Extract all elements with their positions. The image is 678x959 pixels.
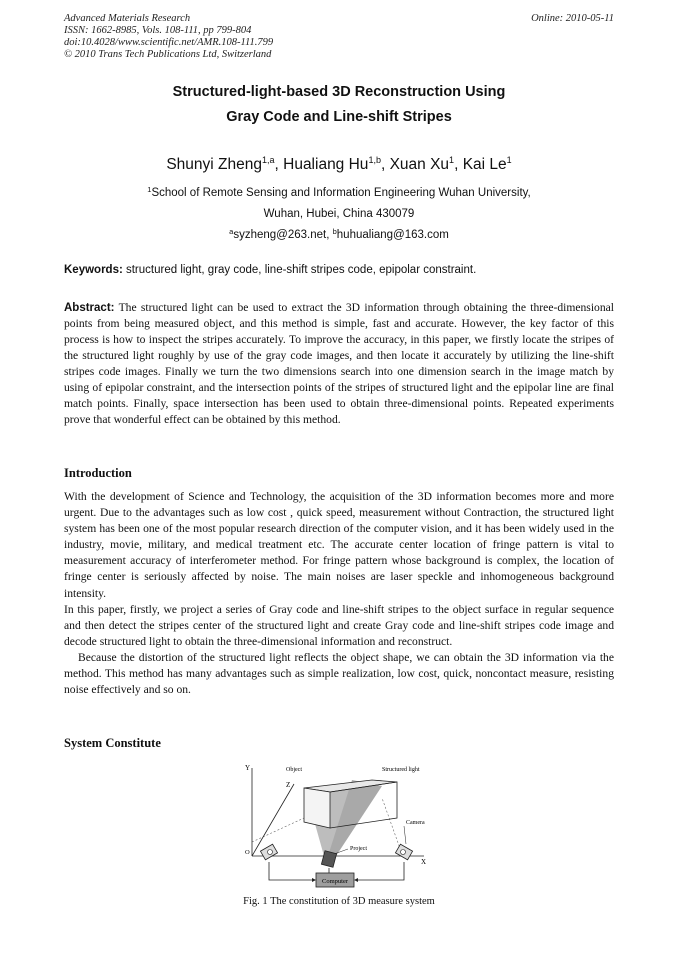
title-line-1: Structured-light-based 3D Reconstruction Using bbox=[172, 84, 506, 100]
journal-name: Advanced Materials Research bbox=[64, 13, 191, 24]
paper-title bbox=[64, 80, 614, 130]
x-axis-label: X bbox=[421, 858, 427, 866]
doi-line: doi:10.4028/www.scientific.net/AMR.108-111.799 bbox=[64, 37, 274, 48]
email-line bbox=[64, 225, 614, 246]
camera-pointer bbox=[404, 826, 406, 844]
camera-right bbox=[395, 844, 412, 860]
keywords bbox=[64, 262, 614, 278]
object-label: Object bbox=[286, 767, 302, 773]
system-diagram bbox=[232, 758, 447, 898]
section-heading-system-constitute: System Constitute bbox=[64, 736, 161, 750]
wire-right bbox=[356, 862, 404, 880]
abstract-text: The structured light can be used to extract the 3D information through obtaining the three-dimensional points from being measured object, and this method is simple, fast and accurate. However, the key factor of this process is how to inspect the stripes accurately. To improve the accuracy, in this paper, we firstly locate the stripes of the structured light roughly by use of the gray code images, and then locate it accurately by utilizing the line-shift stripes code images. Finally we turn the two dimensions search into one dimension search in the image match by using of epipolar constraint, and the intersection points of the stripes of structured light and the epipolar line are final match points. Finally, space intersection has been used to obtain three-dimensional points. Repeated experiments prove that wonderful effect can be obtained by this method. bbox=[64, 301, 614, 426]
figure-3d-measure-system bbox=[232, 758, 447, 898]
author-name: Kai Le bbox=[462, 156, 507, 173]
affiliation-line-1: School of Remote Sensing and Information Engineering Wuhan University, bbox=[151, 187, 531, 199]
author-sep: , bbox=[274, 156, 284, 173]
wire-left bbox=[269, 862, 314, 880]
structured-light-label: Structured light bbox=[382, 767, 420, 773]
copyright-line: © 2010 Trans Tech Publications Ltd, Switzerland bbox=[64, 49, 272, 60]
keywords-text: structured light, gray code, line-shift stripes code, epipolar constraint. bbox=[122, 264, 477, 276]
journal-header bbox=[64, 13, 273, 61]
arrow-left bbox=[312, 878, 316, 882]
email-a: syzheng@263.net, bbox=[233, 229, 333, 241]
camera-ray-left bbox=[252, 818, 304, 842]
online-date: Online: 2010-05-11 bbox=[531, 13, 614, 24]
issn-line: ISSN: 1662-8985, Vols. 108-111, pp 799-804 bbox=[64, 25, 252, 36]
camera-label: Camera bbox=[406, 820, 425, 826]
affiliation-sup: 1 bbox=[147, 185, 152, 194]
author-affil-sup: 1,a bbox=[261, 155, 275, 165]
section-heading-introduction: Introduction bbox=[64, 466, 132, 480]
email-b: huhualiang@163.com bbox=[336, 229, 449, 241]
camera-ray-right bbox=[382, 798, 402, 854]
author-list bbox=[64, 154, 614, 176]
intro-paragraph-2: In this paper, firstly, we project a series of Gray code and line-shift stripes to the object surface in regular sequence and then detect the stripes center of the structured light and create Gray code and line-shift stripes code image and decode structured light to obtain the three-dimensional information and reconstruct. bbox=[64, 602, 614, 648]
keywords-label: Keywords: bbox=[64, 264, 123, 276]
email-a-sup: a bbox=[229, 227, 234, 236]
author-name: Shunyi Zheng bbox=[166, 156, 262, 173]
z-axis-label: Z bbox=[286, 781, 291, 789]
introduction-body bbox=[64, 489, 614, 698]
abstract-label: Abstract: bbox=[64, 302, 115, 314]
author-name: Xuan Xu bbox=[389, 156, 450, 173]
camera-left bbox=[260, 844, 277, 860]
title-line-2: Gray Code and Line-shift Stripes bbox=[226, 109, 452, 125]
intro-paragraph-1: With the development of Science and Technology, the acquisition of the 3D information becomes more and more urgent. Due to the advantages such as low cost , quick speed, measurement without Contraction, the structured light system has been one of the most popular research direction of the computer vision, and it has been widely used in the industry, movie, military, and medical treatment etc. The accurate center location of fringe pattern is vital to measurement accuracy of interferometer method. For fringe pattern whose background is complex, the location of fringe center is seriously affected by noise. The main noises are laser speckle and inhomogeneous background intensity. bbox=[64, 490, 614, 600]
affiliation bbox=[64, 183, 614, 246]
author-affil-sup: 1 bbox=[449, 155, 455, 165]
origin-label: O bbox=[245, 849, 250, 856]
abstract bbox=[64, 300, 614, 428]
arrow-right bbox=[354, 878, 358, 882]
computer-label: Computer bbox=[322, 878, 348, 885]
author-name: Hualiang Hu bbox=[283, 156, 369, 173]
email-b-sup: b bbox=[332, 227, 337, 236]
author-affil-sup: 1,b bbox=[368, 155, 381, 165]
y-axis-label: Y bbox=[245, 764, 251, 772]
author-sep: , bbox=[454, 156, 463, 173]
project-label: Project bbox=[350, 846, 367, 852]
affiliation-line-2: Wuhan, Hubei, China 430079 bbox=[263, 208, 415, 220]
figure-caption: Fig. 1 The constitution of 3D measure system bbox=[243, 896, 435, 907]
intro-paragraph-3: Because the distortion of the structured light reflects the object shape, we can obtain the 3D information via the method. This method has many advantages such as simple realization, low cost, quick, noncontact measure, resisting noise effectively and so on. bbox=[64, 650, 614, 697]
object-front bbox=[304, 788, 330, 828]
author-sep: , bbox=[380, 156, 390, 173]
author-affil-sup: 1 bbox=[506, 155, 512, 165]
